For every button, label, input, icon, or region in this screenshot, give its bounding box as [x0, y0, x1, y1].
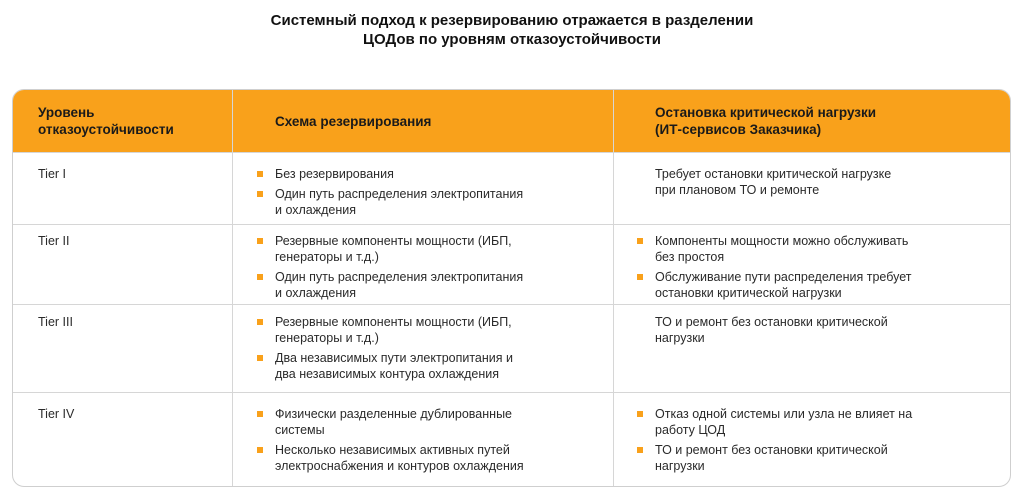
stop-cell [637, 233, 997, 305]
list-item [257, 350, 607, 382]
tier-label: Tier I [38, 167, 67, 181]
stop-cell [637, 406, 997, 478]
list-item [637, 406, 997, 438]
stop-cell [655, 166, 1005, 198]
item-line: генераторы и т.д.) [275, 250, 379, 264]
item-line: и охлаждения [275, 286, 357, 300]
list-item [257, 166, 607, 182]
row-divider [13, 392, 1011, 393]
list-item [257, 269, 607, 301]
header-stop-line-1: Остановка критической нагрузки [655, 105, 877, 120]
header-tier-line-2: отказоустойчивости [38, 122, 174, 137]
list-item [637, 233, 997, 265]
scheme-cell [257, 166, 607, 222]
list-item [637, 442, 997, 474]
item-line: и охлаждения [275, 203, 357, 217]
bullet-square-icon [257, 411, 263, 417]
tier-label: Tier IV [38, 407, 75, 421]
item-line: Несколько независимых активных путей [275, 443, 510, 457]
scheme-cell [257, 314, 607, 386]
item-line: ТО и ремонт без остановки критической [655, 443, 888, 457]
header-stop [655, 90, 995, 152]
tier-table [12, 89, 1011, 487]
item-line: без простоя [655, 250, 725, 264]
list-item [257, 442, 607, 474]
header-tier [38, 90, 228, 152]
item-line: Резервные компоненты мощности (ИБП, [275, 234, 512, 248]
item-line: Отказ одной системы или узла не влияет на [655, 407, 913, 421]
list-item [257, 406, 607, 438]
bullet-square-icon [637, 274, 643, 280]
list-item [637, 269, 997, 301]
row-divider [13, 224, 1011, 225]
list-item [257, 233, 607, 265]
stop-line: при плановом ТО и ремонте [655, 183, 820, 197]
bullet-square-icon [257, 447, 263, 453]
tier-label: Tier II [38, 234, 70, 248]
bullet-square-icon [637, 238, 643, 244]
item-line: Один путь распределения электропитания [275, 270, 524, 284]
column-divider [232, 90, 233, 487]
item-line: остановки критической нагрузки [655, 286, 842, 300]
item-line: Два независимых пути электропитания и [275, 351, 513, 365]
list-item [257, 314, 607, 346]
table-header [13, 90, 1011, 152]
header-scheme-line-1: Схема резервирования [275, 113, 432, 129]
title-line-1: Системный подход к резервированию отражается в разделении [270, 12, 754, 29]
header-stop-line-2: (ИТ-сервисов Заказчика) [655, 122, 822, 137]
bullet-square-icon [257, 355, 263, 361]
bullet-square-icon [257, 238, 263, 244]
bullet-square-icon [637, 411, 643, 417]
scheme-cell [257, 233, 607, 305]
item-line: системы [275, 423, 325, 437]
bullet-square-icon [257, 319, 263, 325]
item-line: работу ЦОД [655, 423, 726, 437]
item-line: электроснабжения и контуров охлаждения [275, 459, 524, 473]
tier-label: Tier III [38, 315, 73, 329]
item-line: Физически разделенные дублированные [275, 407, 513, 421]
item-line: нагрузки [655, 459, 705, 473]
page-title [0, 11, 1024, 49]
item-line: Без резервирования [275, 167, 394, 181]
list-item [257, 186, 607, 218]
item-line: Один путь распределения электропитания [275, 187, 524, 201]
title-line-2: ЦОДов по уровням отказоустойчивости [363, 31, 661, 48]
item-line: Резервные компоненты мощности (ИБП, [275, 315, 512, 329]
bullet-square-icon [257, 171, 263, 177]
item-line: Компоненты мощности можно обслуживать [655, 234, 909, 248]
scheme-cell [257, 406, 607, 478]
header-tier-line-1: Уровень [38, 105, 95, 120]
stop-line: Требует остановки критической нагрузке [655, 167, 892, 181]
bullet-square-icon [257, 191, 263, 197]
row-divider [13, 152, 1011, 153]
stop-line: нагрузки [655, 331, 705, 345]
item-line: генераторы и т.д.) [275, 331, 379, 345]
column-divider [613, 90, 614, 487]
item-line: Обслуживание пути распределения требует [655, 270, 912, 284]
header-scheme [275, 90, 615, 152]
bullet-square-icon [637, 447, 643, 453]
stop-cell [655, 314, 1005, 346]
bullet-square-icon [257, 274, 263, 280]
stop-line: ТО и ремонт без остановки критической [655, 315, 888, 329]
item-line: два независимых контура охлаждения [275, 367, 500, 381]
